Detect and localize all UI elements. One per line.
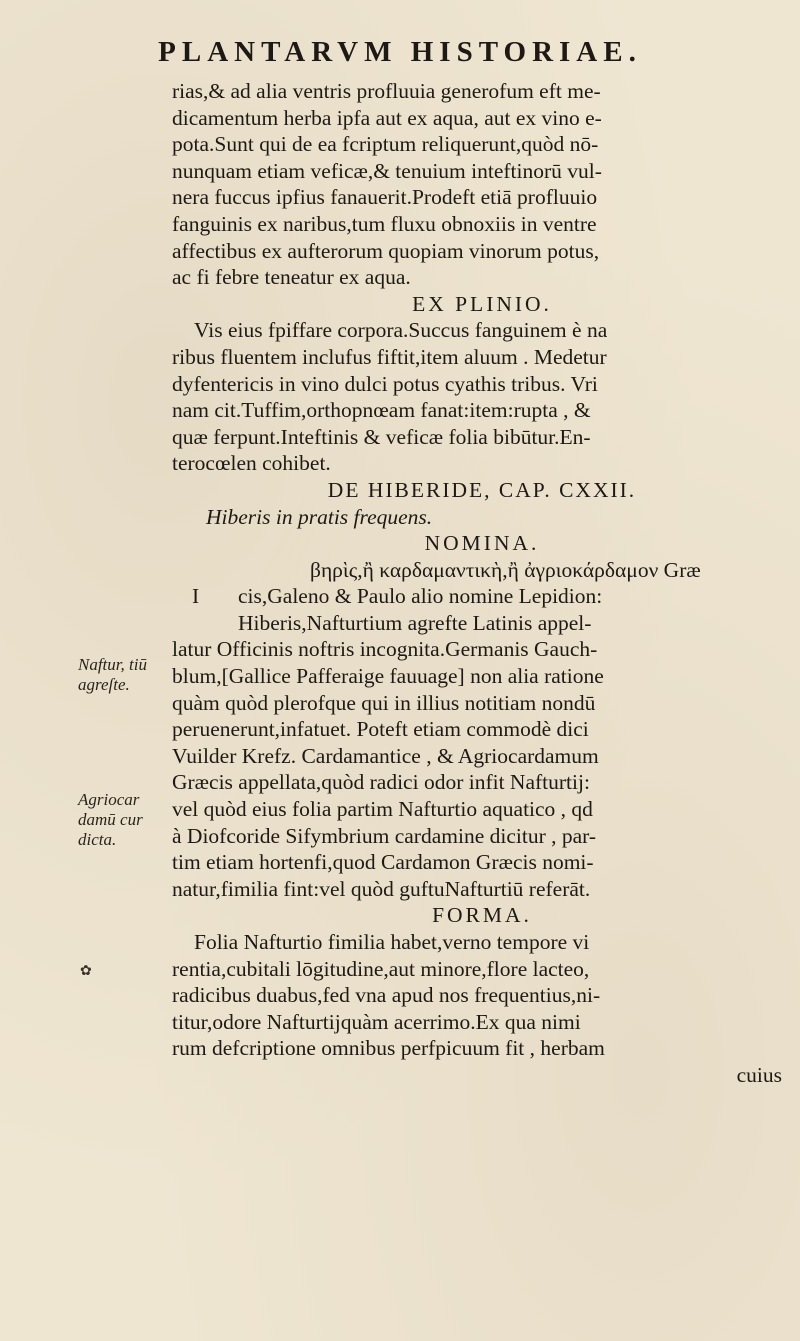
- margin-note-agriocardamum: Agriocar damū cur dicta.: [78, 790, 143, 849]
- ornament-icon: ✿: [80, 963, 92, 979]
- text-line: peruenerunt,infatuet. Poteft etiam commodè dici: [172, 717, 589, 742]
- text-line: cis,Galeno & Paulo alio nomine Lepidion:: [238, 584, 603, 609]
- text-line: à Diofcoride Sifymbrium cardamine dicitur , par-: [172, 823, 597, 848]
- text-line: Folia Nafturtio fimilia habet,verno tempore vi: [194, 930, 590, 954]
- text-line: Vuilder Krefz. Cardamantice , & Agriocardamum: [172, 743, 599, 768]
- text-line: terocœlen cohibet.: [172, 451, 331, 476]
- text-line: Hiberis,Nafturtium agrefte Latinis appel-: [238, 610, 592, 635]
- text-line: nera fuccus ipfius fanauerit.Prodeft etiā profluuio: [172, 185, 598, 210]
- section-heading-forma: FORMA.: [432, 903, 532, 928]
- text-line: titur,odore Nafturtijquàm acerrimo.Ex qua nimi: [172, 1009, 581, 1034]
- text-line: dicamentum herba ipfa aut ex aqua, aut ex vino e-: [172, 105, 602, 130]
- text-line: latur Officinis noftris incognita.Germanis Gauch-: [172, 637, 598, 662]
- text-line: rentia,cubitali lōgitudine,aut minore,flore lacteo,: [172, 956, 590, 981]
- initial-letter: I: [192, 584, 200, 609]
- text-line: nunquam etiam veficæ,& tenuium inteftinorū vul-: [172, 158, 602, 183]
- text-line: tim etiam hortenfi,quod Cardamon Græcis nomi-: [172, 850, 594, 875]
- text-line: Græcis appellata,quòd radici odor infit Nafturtij:: [172, 770, 590, 795]
- text-line: pota.Sunt qui de ea fcriptum reliquerunt,quòd nō-: [172, 132, 599, 157]
- section-heading-plinio: EX PLINIO.: [412, 291, 552, 316]
- section-heading-nomina: NOMINA.: [424, 531, 540, 556]
- text-line: natur,fimilia fint:vel quòd guftuNafturtiū referāt.: [172, 876, 591, 901]
- margin-note-nasturtium: Naftur, tiū agreſte.: [78, 655, 147, 694]
- text-line: blum,[Gallice Pafferaige fauuage] non alia ratione: [172, 664, 604, 689]
- text-line: rum defcriptione omnibus perfpicuum fit , herbam: [172, 1036, 605, 1061]
- chapter-heading: DE HIBERIDE, CAP. CXXII.: [327, 477, 637, 502]
- text-line: fanguinis ex naribus,tum fluxu obnoxiis in ventre: [172, 211, 597, 236]
- text-line: ribus fluentem inclufus fiftit,item aluum . Medetur: [172, 344, 607, 369]
- greek-text-line: βηρὶς,ἢ καρδαμαντικὴ,ἢ ἀγριοκάρδαμον Græ: [310, 557, 701, 582]
- text-line: nam cit.Tuffim,orthopnœam fanat:item:rupta , &: [172, 398, 591, 423]
- text-line: radicibus duabus,fed vna apud nos frequentius,ni-: [172, 983, 601, 1008]
- text-line: quæ ferpunt.Inteftinis & veficæ folia bibūtur.En-: [172, 424, 591, 449]
- text-line: ac fi febre teneatur ex aqua.: [172, 265, 411, 290]
- text-line: affectibus ex aufterorum quopiam vinorum potus,: [172, 238, 600, 263]
- text-line: rias,& ad alia ventris profluuia generofum eft me-: [172, 79, 601, 103]
- text-line: quàm quòd plerofque qui in illius notitiam nondū: [172, 690, 596, 715]
- chapter-subtitle: Hiberis in pratis frequens.: [206, 504, 433, 529]
- text-line: vel quòd eius folia partim Nafturtio aquatico , qd: [172, 797, 593, 822]
- text-line: dyfentericis in vino dulci potus cyathis tribus. Vri: [172, 371, 598, 396]
- catchword: cuius: [736, 1062, 782, 1087]
- body-text: [172, 78, 792, 1089]
- text-line: Vis eius fpiffare corpora.Succus fanguinem è na: [194, 318, 608, 343]
- running-head: PLANTARVM HISTORIAE.: [158, 36, 642, 68]
